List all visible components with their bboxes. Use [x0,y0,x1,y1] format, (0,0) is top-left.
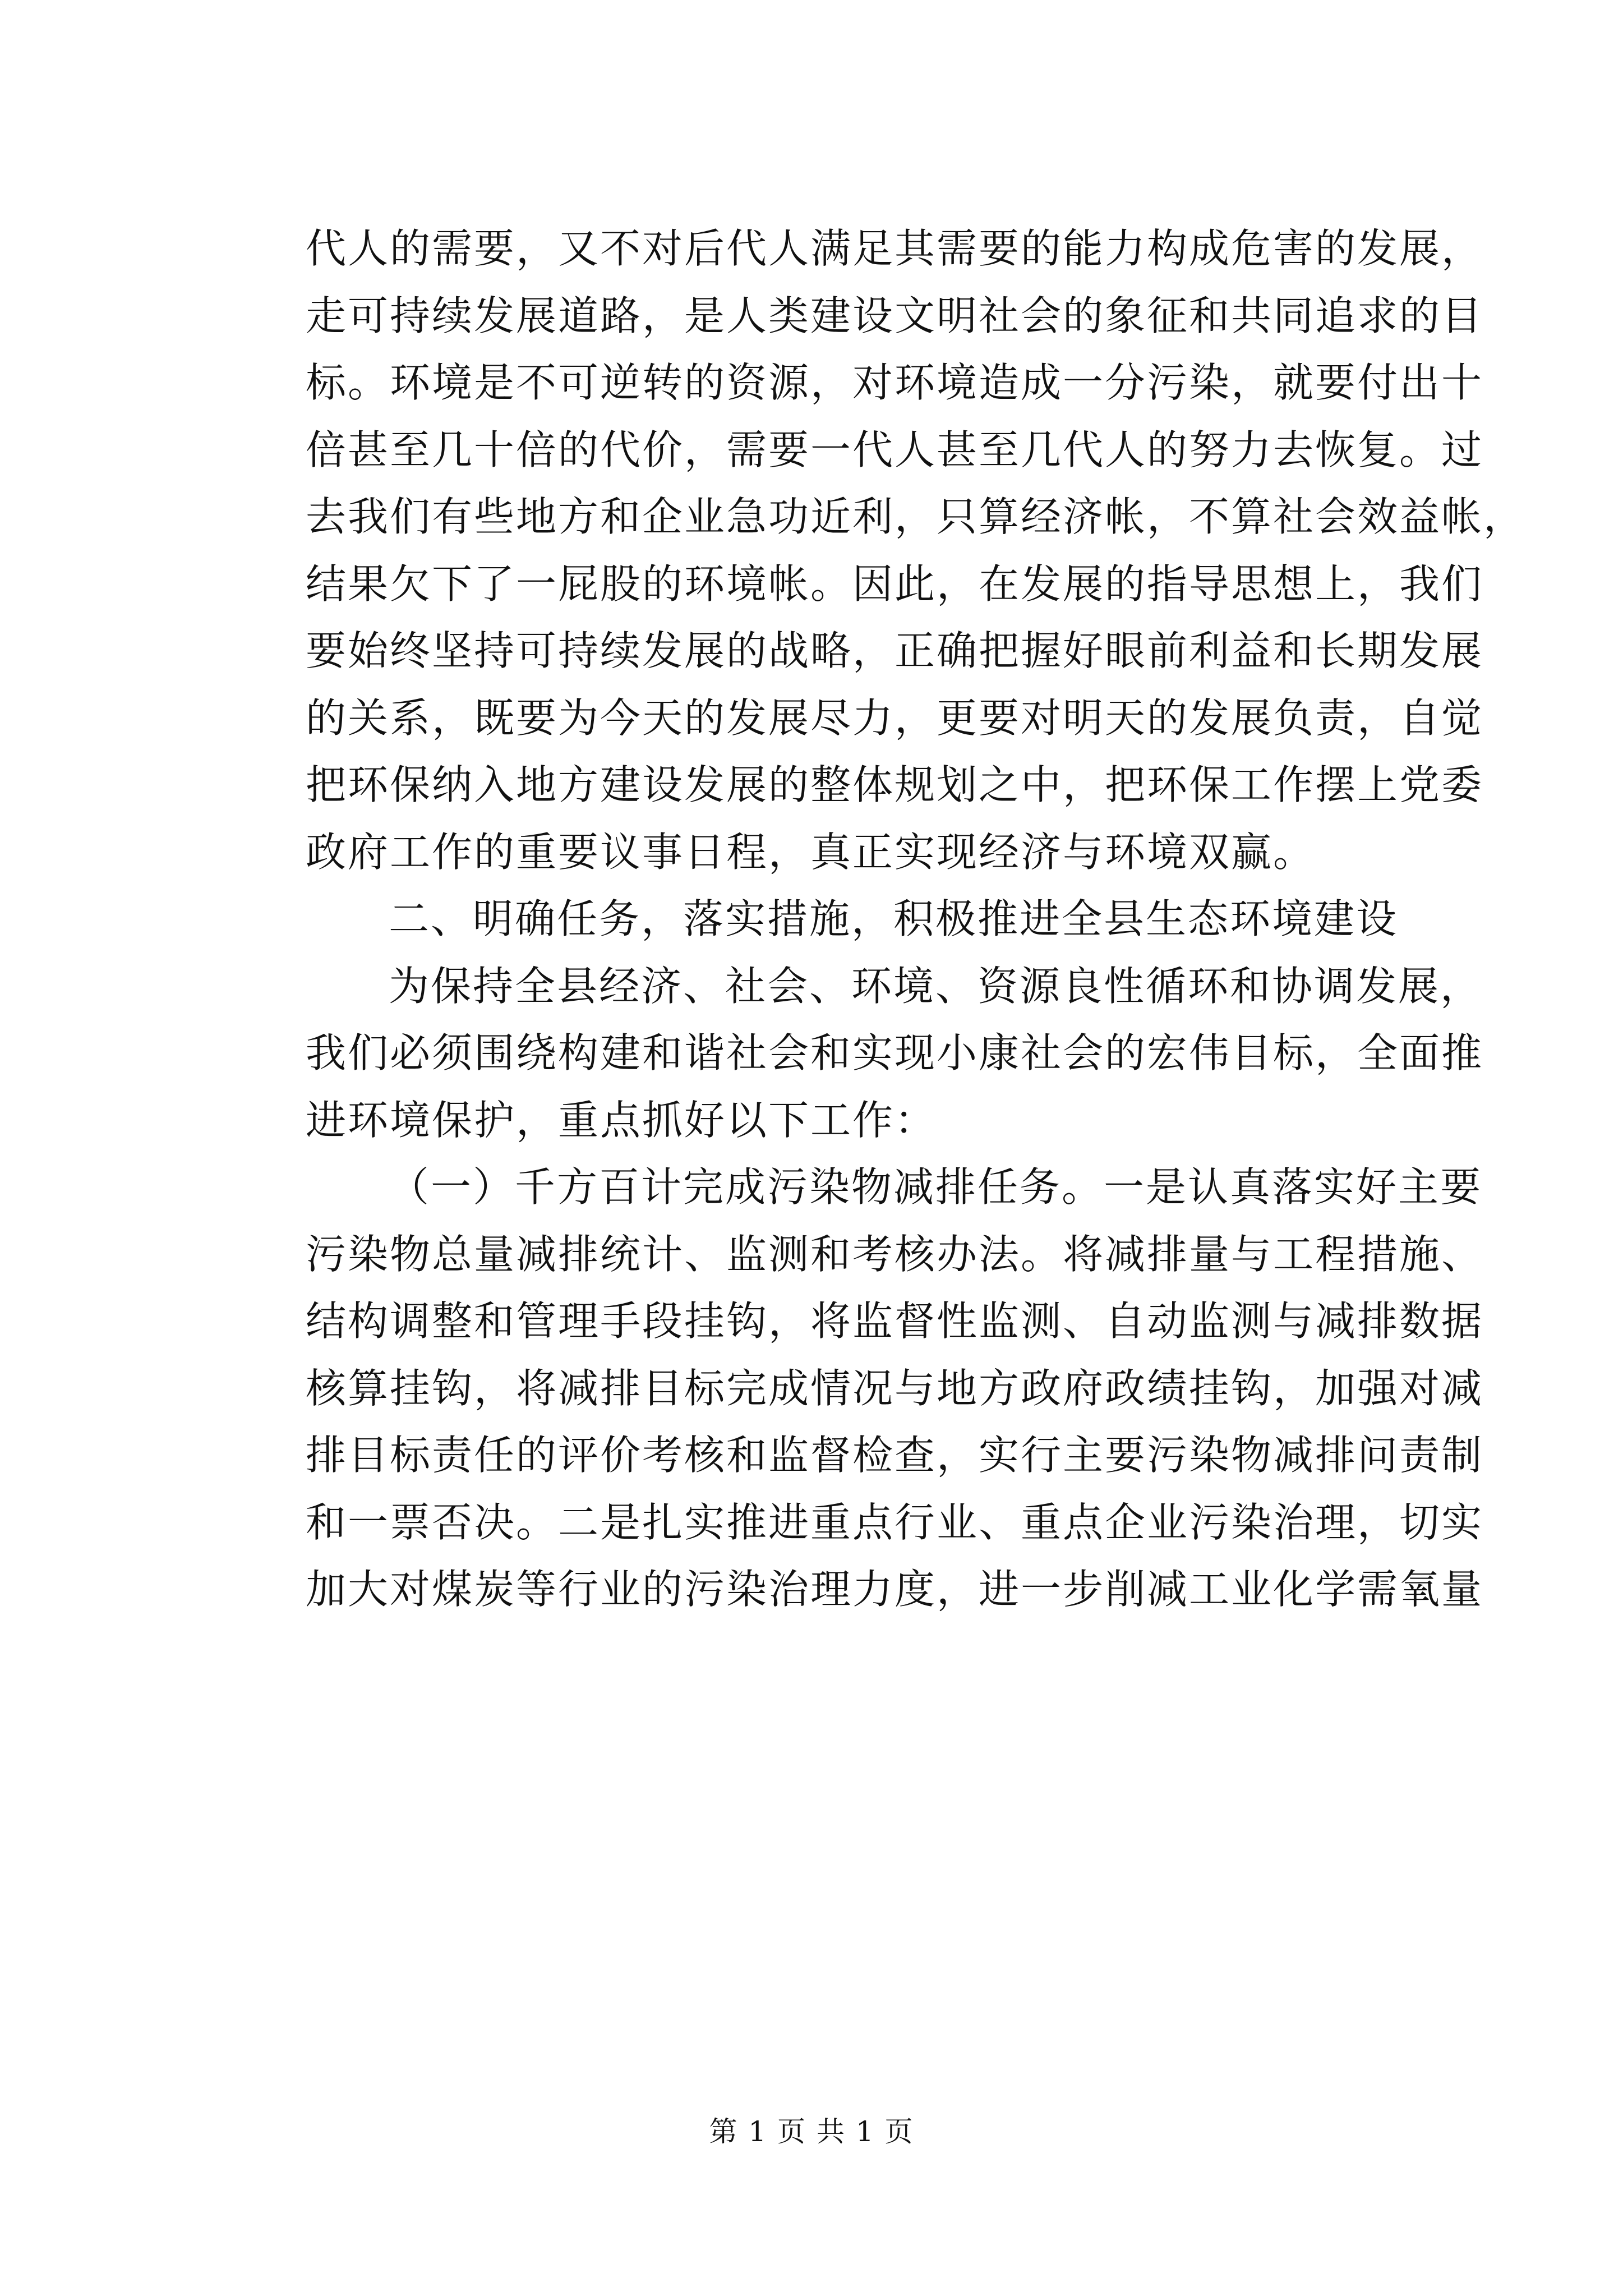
page-number-footer: 第 1 页 共 1 页 [709,2115,914,2148]
body-text-line: 和一票否决。二是扎实推进重点行业、重点企业污染治理，切实 [306,1499,1484,1546]
body-text-line: 污染物总量减排统计、监测和考核办法。将减排量与工程措施、 [306,1231,1484,1278]
body-text-line: （一）千方百计完成污染物减排任务。一是认真落实好主要 [389,1163,1483,1211]
body-text-line: 走可持续发展道路，是人类建设文明社会的象征和共同追求的目 [306,292,1484,339]
body-text-line: 核算挂钩，将减排目标完成情况与地方政府政绩挂钩，加强对减 [306,1365,1484,1412]
section-heading: 二、明确任务，落实措施，积极推进全县生态环境建设 [389,895,1399,942]
body-text-line: 倍甚至几十倍的代价，需要一代人甚至几代人的努力去恢复。过 [306,426,1484,473]
body-text-line: 进环境保护，重点抓好以下工作： [306,1097,937,1144]
body-text-line: 排目标责任的评价考核和监督检查，实行主要污染物减排问责制 [306,1432,1484,1479]
body-text-line: 的关系，既要为今天的发展尽力，更要对明天的发展负责，自觉 [306,694,1484,742]
body-text-line: 结果欠下了一屁股的环境帐。因此，在发展的指导思想上，我们 [306,560,1484,608]
body-text-line: 把环保纳入地方建设发展的整体规划之中，把环保工作摆上党委 [306,761,1484,808]
body-text-line: 要始终坚持可持续发展的战略，正确把握好眼前利益和长期发展 [306,627,1484,674]
body-text-line: 结构调整和管理手段挂钩，将监督性监测、自动监测与减排数据 [306,1297,1484,1345]
body-text-line: 代人的需要，又不对后代人满足其需要的能力构成危害的发展， [306,225,1484,272]
body-text-line: 为保持全县经济、社会、环境、资源良性循环和协调发展， [389,963,1483,1010]
body-text-line: 我们必须围绕构建和谐社会和实现小康社会的宏伟目标，全面推 [306,1029,1484,1076]
body-text-line: 标。环境是不可逆转的资源，对环境造成一分污染，就要付出十 [306,359,1484,406]
body-text-line: 加大对煤炭等行业的污染治理力度，进一步削减工业化学需氧量 [306,1566,1484,1613]
body-text-line: 去我们有些地方和企业急功近利，只算经济帐，不算社会效益帐， [306,493,1526,540]
body-text-line: 政府工作的重要议事日程，真正实现经济与环境双赢。 [306,829,1316,876]
